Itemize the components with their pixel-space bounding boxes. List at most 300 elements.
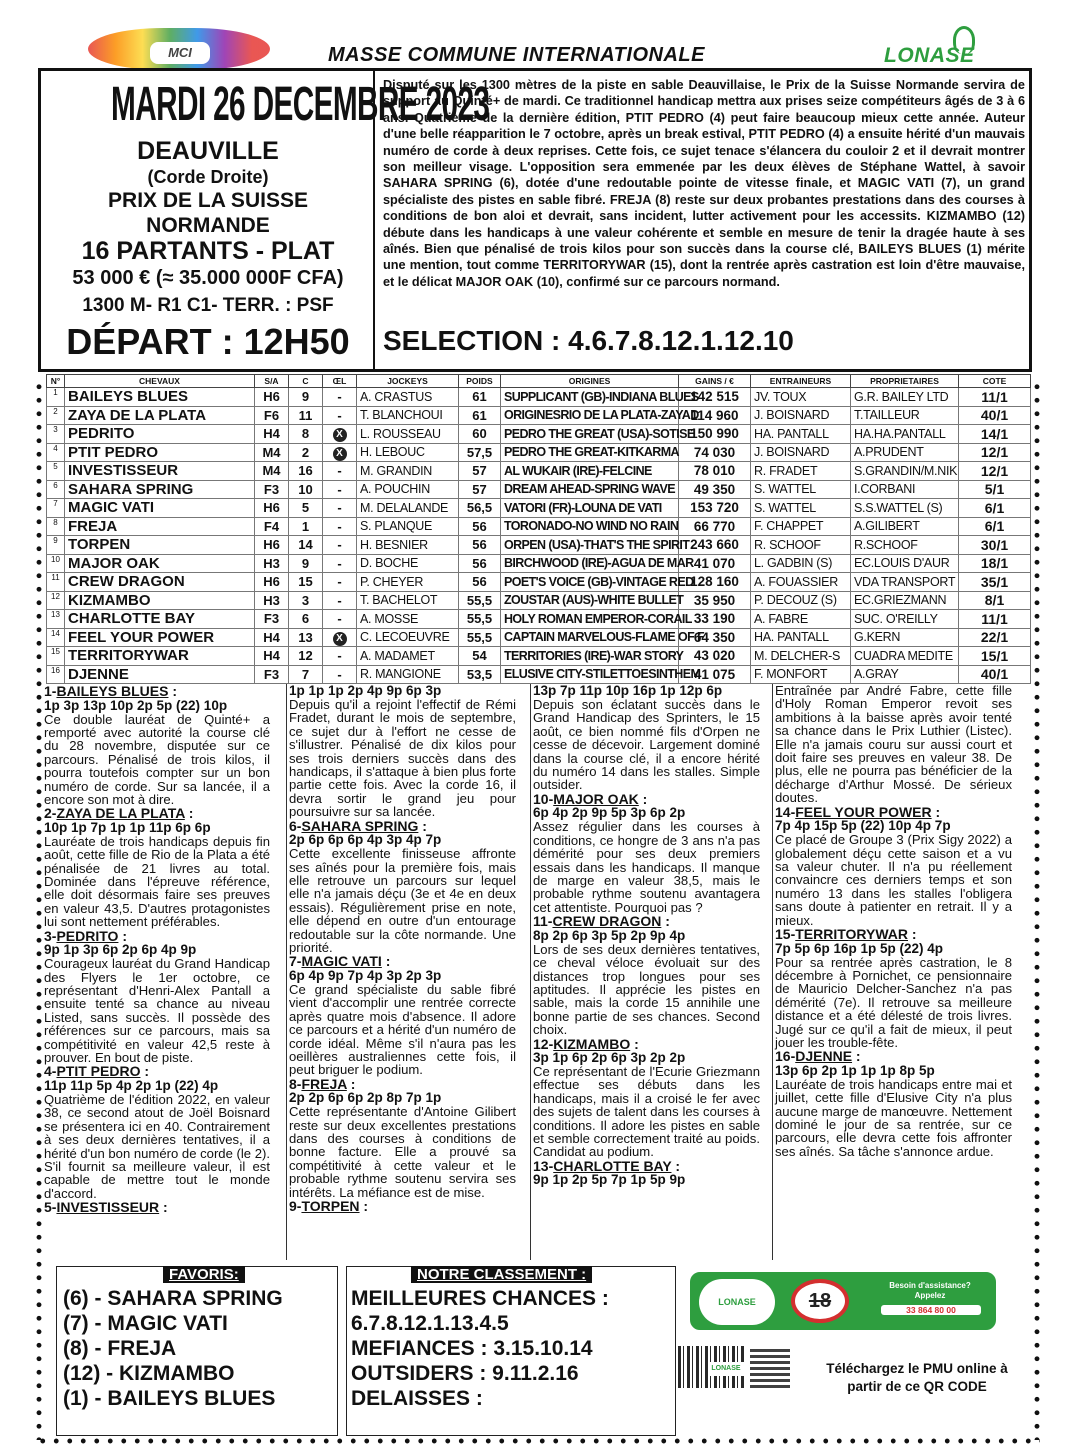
table-row [47,425,1031,444]
entry-title: 3-PEDRITO : [44,927,127,944]
sex-age-cell: H4 [255,628,289,647]
horse-commentary-entry [289,1077,516,1199]
horse-name-cell: CREW DRAGON [65,573,255,592]
owner-cell: A.PRUDENT [851,443,959,462]
earnings-cell: 35 950 [679,591,751,610]
column-header: C [289,375,323,388]
trainer-cell: M. DELCHER-S [751,647,851,666]
jockey-cell: L. ROUSSEAU [357,425,459,444]
table-row [47,443,1031,462]
horse-name-cell: TORPEN [65,536,255,555]
owner-cell: R.SCHOOF [851,536,959,555]
runner-number-cell: 2 [47,406,65,425]
owner-cell: SUC. O'REILLY [851,610,959,629]
jockey-cell: H. BESNIER [357,536,459,555]
dotted-border-bottom [36,1438,1040,1444]
entry-performances: 7p 5p 6p 16p 1p 5p (22) 4p [775,940,944,956]
entry-performances: 2p 6p 6p 6p 4p 3p 4p 7p [289,832,442,848]
entry-title: 14-FEEL YOUR POWER : [775,803,941,820]
entry-performances: 3p 1p 6p 2p 6p 3p 2p 2p [533,1050,686,1066]
entry-horse-name: KIZMAMBO [553,1035,631,1052]
table-row [47,573,1031,592]
entry-comment: Lauréate de trois handicaps depuis fin août, cette fille de Rio de la Plata a été pénalisée de 21 livres au total. Dominée dans l'épreuve référence, elle doit désormais faire ses preuves en valeur 43,5. D'autres protagonistes lui sont nettement préférables. [44,833,270,930]
earnings-cell: 74 030 [679,443,751,462]
sex-age-cell: F6 [255,406,289,425]
jockey-cell: D. BOCHE [357,554,459,573]
blinkers-cell: - [323,591,357,610]
entry-performances: 13p 7p 11p 10p 16p 1p 12p 6p [533,683,723,698]
jockey-cell: T. BLANCHOUI [357,406,459,425]
earnings-cell: 49 350 [679,480,751,499]
entry-number: 2- [44,805,57,822]
weight-cell: 56,5 [459,499,501,518]
runner-number-cell: 3 [47,425,65,444]
entry-comment: Ce double lauréat de Quinté+ a remporté avec autorité la course clé du 28 novembre, disputée sur ce parcours. Pénalisé de trois kilos, il pourra toutefois compter sur un bon numéro de corde. Sur sa lancée, il a encore son mot à dire. [44,711,270,807]
origin-cell: CAPTAIN MARVELOUS-FLAME OF F [501,628,679,647]
earnings-cell: 243 660 [679,536,751,555]
odds-cell: 22/1 [959,628,1031,647]
runners-table [46,374,1031,684]
horse-name-cell: PEDRITO [65,425,255,444]
jockey-cell: H. LEBOUC [357,443,459,462]
horse-commentary-entry [44,929,270,1065]
earnings-cell: 153 720 [679,499,751,518]
column-header: GAINS / € [679,375,751,388]
sex-age-cell: F3 [255,665,289,684]
horse-commentary-entry [44,1200,270,1215]
draw-cell: 6 [289,610,323,629]
origin-cell: SUPPLICANT (GB)-INDIANA BLUES [501,388,679,407]
runner-number-cell: 15 [47,647,65,666]
runner-number-cell: 1 [47,388,65,407]
qr-code-icon-right[interactable] [750,1346,790,1388]
race-info-box [38,68,1032,372]
entry-performances: 1p 3p 13p 10p 2p 5p (22) 10p [44,697,228,713]
blinkers-cell: - [323,406,357,425]
entry-title: 7-MAGIC VATI : [289,953,391,970]
owner-cell: HA.HA.PANTALL [851,425,959,444]
ranking-outsiders: OUTSIDERS : 9.11.2.16 [351,1362,579,1385]
runner-number-cell: 8 [47,517,65,536]
ranking-delaisses: DELAISSES : [351,1387,483,1410]
race-name-line1: PRIX DE LA SUISSE [108,189,308,212]
help-text-call: Appelez [914,1291,946,1300]
horse-commentary-entry [44,806,270,928]
earnings-cell: 142 515 [679,388,751,407]
entry-performances: 6p 4p 9p 7p 4p 3p 2p 3p [289,967,442,983]
owner-cell: A.GILIBERT [851,517,959,536]
entry-performances: 7p 4p 15p 5p (22) 10p 4p 7p [775,818,951,834]
race-summary: Disputé sur les 1300 mètres de la piste en sable Deauvillaise, le Prix de la Suisse Normande servira de support au Quinté+ de mardi. Ce traditionnel handicap mettra aux prises seize compétiteurs âgés de 3 à 6 ans. Quatrième de la dernière édition, PTIT PEDRO (4) peut faire beaucoup mieux cette année. Auteur d'une belle réapparition le 7 octobre, après un break estival, PTIT PEDRO (4) a ensuite hérité d'un mauvais numéro de corde à deux reprises. Cette fois, ce sujet tenace s'élancera du couloir 2 et il devrait montrer son meilleur visage. L'opposition sera emmenée par les deux élèves de Stéphane Wattel, à savoir SAHARA SPRING (6), dotée d'une redoutable pointe de vitesse finale, et MAGIC VATI (7), un grand spécialiste des pistes en sable fibré. FREJA (8) reste sur deux probantes prestations dans des courses à conditions de bon aloi et devrait, sans incident, lutter activement pour les accessits. KIZMAMBO (12) débute dans les handicaps à une valeur cohérente et semble en mesure de tenir la dragée haute à ses aînés. Bien que pénalisé de trois kilos pour son succès dans la course clé, BAILEYS BLUES (1) mérite une mention, tout comme TERRITORYWAR (15), dont la rentrée après castration est loin d'être mauvaise, et le délicat MAJOR OAK (10), confirmé sur ce parcours normand. [383,78,1025,289]
entry-horse-name: FEEL YOUR POWER [795,803,932,820]
sex-age-cell: H6 [255,536,289,555]
entry-title: 13-CHARLOTTE BAY : [533,1157,681,1174]
horse-commentary-entry [44,684,270,806]
qr-download-line1: Téléchargez le PMU online à [826,1361,1008,1376]
sex-age-cell: F3 [255,610,289,629]
earnings-cell: 64 350 [679,628,751,647]
weight-cell: 55,5 [459,628,501,647]
entry-horse-name: MAGIC VATI [301,953,382,970]
table-row [47,406,1031,425]
origin-cell: AL WUKAIR (IRE)-FELCINE [501,462,679,481]
column-header: ORIGINES [501,375,679,388]
weight-cell: 55,5 [459,610,501,629]
sex-age-cell: H6 [255,573,289,592]
origin-cell: VATORI (FR)-LOUNA DE VATI [501,499,679,518]
entry-performances: 10p 1p 7p 1p 1p 11p 6p 6p [44,819,211,835]
runner-number-cell: 11 [47,573,65,592]
lonase-logo: LONASE [884,44,975,67]
entry-comment: Cette excellente finisseuse affronte ses aînés pour la première fois, mais elle retrouve un parcours sur lequel elle n'a jamais déçu (3e et 4e en deux essais). Régulièrement prise en note, elle dépend en outre d'un entourage redoutable sur la côte normande. Une priorité. [289,846,516,955]
race-date: MARDI 26 DECEMBRE 2023 [111,78,490,131]
column-header: POIDS [459,375,501,388]
origin-cell: PEDRO THE GREAT-KITKARMA [501,443,679,462]
blinkers-cell: - [323,610,357,629]
entry-performances: 9p 1p 3p 6p 2p 6p 4p 9p [44,942,197,958]
table-row [47,499,1031,518]
sex-age-cell: M4 [255,462,289,481]
favorite-item: (7) - MAGIC VATI [63,1312,228,1335]
entry-title: 10-MAJOR OAK : [533,790,648,807]
entry-horse-name: TERRITORYWAR [795,926,909,942]
odds-cell: 12/1 [959,462,1031,481]
entry-performances: 6p 4p 2p 9p 5p 3p 6p 2p [533,805,686,821]
mci-logo-text: MCI [150,42,210,64]
entry-title: 8-FREJA : [289,1075,356,1092]
column-header: ENTRAINEURS [751,375,851,388]
draw-cell: 10 [289,480,323,499]
blinkers-cell: - [323,665,357,684]
trainer-cell: JV. TOUX [751,388,851,407]
origin-cell: HOLY ROMAN EMPEROR-CORAIL [501,610,679,629]
sex-age-cell: H4 [255,647,289,666]
entry-performances: 2p 2p 6p 6p 2p 8p 7p 1p [289,1090,442,1106]
draw-cell: 14 [289,536,323,555]
draw-cell: 9 [289,554,323,573]
race-prize: 53 000 € (≈ 35.000 000F CFA) [72,267,344,289]
blinkers-cell: - [323,517,357,536]
horse-commentary-entry [289,819,516,955]
column-header: ŒL [323,375,357,388]
sex-age-cell: H6 [255,499,289,518]
horse-commentary-entry [289,1199,516,1214]
weight-cell: 61 [459,406,501,425]
entry-comment: Lauréate de trois handicaps entre mai et juillet, cette fille d'Elusive City n'a plus aucune marge de manœuvre. Nettement dominé le jour de sa rentrée, sur ce parcours, elle devra cette fois affronter ses aînés. Sa tâche s'annonce ardue. [775,1076,1012,1159]
entry-comment: Ce représentant de l'Ecurie Griezmann effectue ses débuts dans les handicaps, mais il a croisé le fer avec des sujets de talent dans les courses à conditions. Il adore les pistes en sable et semble correctement traité au poids. Candidat au podium. [533,1064,760,1160]
table-row [47,591,1031,610]
entry-performances: 1p 1p 1p 2p 4p 9p 6p 3p [289,683,442,698]
earnings-cell: 41 075 [679,665,751,684]
sex-age-cell: H6 [255,388,289,407]
jockey-cell: A. POUCHIN [357,480,459,499]
horse-name-cell: DJENNE [65,665,255,684]
origin-cell: ORIGINESRIO DE LA PLATA-ZAYAD [501,406,679,425]
entry-horse-name: CHARLOTTE BAY [553,1157,672,1174]
entry-number: 12- [533,1035,554,1052]
horse-name-cell: ZAYA DE LA PLATA [65,406,255,425]
blinkers-cell: - [323,554,357,573]
entry-comment: Quatrième de l'édition 2022, en valeur 38, ce second atout de Joël Boisnard se présentera ici en 40. Contrairement à ses deux dernières tentatives, il a hérité d'un bon numéro de corde (le 2). S'il fournit sa meilleure valeur, il est capable de mettre tout le monde d'accord. [44,1091,270,1201]
earnings-cell: 114 960 [679,406,751,425]
entry-horse-name: ZAYA DE LA PLATA [56,805,185,822]
trainer-cell: F. MONFORT [751,665,851,684]
weight-cell: 56 [459,536,501,555]
horse-commentary-entry [533,1159,760,1188]
blinkers-cell: - [323,647,357,666]
entry-title: 2-ZAYA DE LA PLATA : [44,805,194,822]
draw-cell: 12 [289,647,323,666]
trainer-cell: HA. PANTALL [751,425,851,444]
origin-cell: TORONADO-NO WIND NO RAIN [501,517,679,536]
jockey-cell: S. PLANQUE [357,517,459,536]
entry-comment: Ce placé de Groupe 3 (Prix Sigy 2022) a globalement déçu cette saison et a vu sa valeur chuter. Il n'a pu réellement convaincre ces derniers temps et son numéro 13 dans les stalles l'obligera sans doute à patienter en retrait. Il y a mieux. [775,832,1012,928]
entry-horse-name: MAJOR OAK [553,790,639,807]
draw-cell: 15 [289,573,323,592]
favorite-item: (6) - SAHARA SPRING [63,1287,283,1310]
qr-download-line2: partir de ce QR CODE [847,1379,987,1394]
trainer-cell: J. BOISNARD [751,443,851,462]
origin-cell: DREAM AHEAD-SPRING WAVE [501,480,679,499]
selection: SELECTION : 4.6.7.8.12.1.12.10 [383,325,794,356]
entry-title: 12-KIZMAMBO : [533,1035,639,1052]
entry-number: 11- [533,913,553,930]
table-row [47,665,1031,684]
earnings-cell: 43 020 [679,647,751,666]
odds-cell: 40/1 [959,406,1031,425]
odds-cell: 8/1 [959,591,1031,610]
favorites-title: FAVORIS: [163,1266,245,1283]
race-name-line2: NORMANDE [146,214,270,237]
table-row [47,647,1031,666]
entry-comment: Assez régulier dans les courses à conditions, ce hongre de 3 ans n'a pas démérité pour ses deux premiers essais dans les handicaps. Il manque de marge en valeur 38,5, mais le probable rythme soutenu avantagera cet attentiste. Pourquoi pas ? [533,819,760,915]
entry-performances: 13p 6p 2p 1p 1p 1p 8p 5p [775,1062,935,1078]
commentary-column-3 [530,684,760,1260]
weight-cell: 56 [459,573,501,592]
blinkers-cell [323,443,357,462]
entry-title: 5-INVESTISSEUR : [44,1199,168,1216]
page-header [0,0,1080,70]
weight-cell: 55,5 [459,591,501,610]
weight-cell: 53,5 [459,665,501,684]
ranking-mefiances: MEFIANCES : 3.15.10.14 [351,1337,593,1360]
weight-cell: 61 [459,388,501,407]
jockey-cell: M. GRANDIN [357,462,459,481]
entry-horse-name: TORPEN [301,1198,360,1215]
horse-commentary-entry [289,954,516,1076]
race-details: 1300 M- R1 C1- TERR. : PSF [82,295,334,316]
earnings-cell: 78 010 [679,462,751,481]
table-row [47,628,1031,647]
jockey-cell: P. CHEYER [357,573,459,592]
entry-horse-name: SAHARA SPRING [301,817,419,834]
blinkers-icon: X [333,447,347,461]
entry-comment: Cette représentante d'Antoine Gilibert reste sur deux excellentes prestations dans des courses à conditions de bonne facture. Elle a prouvé sa compétitivité à cette valeur et le probable rythme soutenu servira ses intérêts. La méfiance est de mise. [289,1104,516,1200]
document-title: MASSE COMMUNE INTERNATIONALE [328,44,705,66]
entry-title: 9-TORPEN : [289,1198,369,1215]
owner-cell: EC.GRIEZMANN [851,591,959,610]
entry-number: 16- [775,1048,796,1065]
earnings-cell: 33 190 [679,610,751,629]
entry-number: 13- [533,1157,554,1174]
owner-cell: A.GRAY [851,665,959,684]
race-start-time: DÉPART : 12H50 [66,321,350,362]
weight-cell: 54 [459,647,501,666]
entry-title: 6-SAHARA SPRING : [289,817,427,834]
origin-cell: POET'S VOICE (GB)-VINTAGE RED [501,573,679,592]
ranking-box [346,1266,676,1436]
odds-cell: 35/1 [959,573,1031,592]
favorite-item: (12) - KIZMAMBO [63,1362,235,1385]
trainer-cell: A. FABRE [751,610,851,629]
odds-cell: 6/1 [959,517,1031,536]
horse-commentary-entry [44,1064,270,1200]
jockey-cell: T. BACHELOT [357,591,459,610]
race-track: (Corde Droite) [147,167,269,187]
odds-cell: 11/1 [959,388,1031,407]
race-identity-panel [41,71,490,369]
origin-cell: ZOUSTAR (AUS)-WHITE BULLET [501,591,679,610]
owner-cell: S.S.WATTEL (S) [851,499,959,518]
qr-lonase-logo: LONASE [708,1362,744,1376]
weight-cell: 56 [459,517,501,536]
entry-horse-name: BAILEYS BLUES [56,683,169,699]
jockey-cell: C. LECOEUVRE [357,628,459,647]
commentary-column-1 [44,684,274,1260]
table-row [47,462,1031,481]
entry-comment: Courageux lauréat du Grand Handicap des Flyers le 1er octobre, ce représentant d'Henri-Alex Pantall a ensuite tenté sa chance au niveau Listed, sans succès. Il possède des références sur ce parcours, mais sa compétitivité en valeur 42,5 reste à prouver. En bout de piste. [44,956,270,1066]
entry-horse-name: PEDRITO [56,927,119,944]
draw-cell: 16 [289,462,323,481]
weight-cell: 60 [459,425,501,444]
entry-performances: 8p 2p 6p 3p 5p 2p 9p 4p [533,927,686,943]
odds-cell: 5/1 [959,480,1031,499]
odds-cell: 40/1 [959,665,1031,684]
sex-age-cell: H4 [255,425,289,444]
weight-cell: 56 [459,554,501,573]
blinkers-cell [323,628,357,647]
table-row [47,480,1031,499]
trainer-cell: L. GADBIN (S) [751,554,851,573]
qr-download-text [804,1360,1030,1396]
origin-cell: PEDRO THE GREAT (USA)-SOTISE [501,425,679,444]
weight-cell: 57 [459,462,501,481]
commentary-section [44,684,1036,1260]
owner-cell: VDA TRANSPORT [851,573,959,592]
entry-title: 15-TERRITORYWAR : [775,926,917,942]
blinkers-cell [323,425,357,444]
column-header: JOCKEYS [357,375,459,388]
entry-number: 8- [289,1075,302,1092]
ranking-best-label: MEILLEURES CHANCES : [351,1287,609,1310]
blinkers-cell: - [323,462,357,481]
entry-number: 4- [44,1063,57,1080]
draw-cell: 9 [289,388,323,407]
sex-age-cell: H3 [255,554,289,573]
column-header: S/A [255,375,289,388]
dotted-border-left [36,380,42,1440]
owner-cell: T.TAILLEUR [851,406,959,425]
horse-commentary-entry [533,914,760,1036]
horse-name-cell: CHARLOTTE BAY [65,610,255,629]
draw-cell: 3 [289,591,323,610]
draw-cell: 8 [289,425,323,444]
odds-cell: 6/1 [959,499,1031,518]
commentary-column-4 [772,684,1012,1260]
entry-number: 1- [44,683,57,699]
entry-number: 14- [775,803,796,820]
horse-name-cell: MAGIC VATI [65,499,255,518]
odds-cell: 18/1 [959,554,1031,573]
trainer-cell: S. WATTEL [751,480,851,499]
draw-cell: 5 [289,499,323,518]
trainer-cell: J. BOISNARD [751,406,851,425]
table-row [47,536,1031,555]
entry-number: 5- [44,1199,57,1216]
earnings-cell: 41 070 [679,554,751,573]
owner-cell: EC.LOUIS D'AUR [851,554,959,573]
ranking-title: NOTRE CLASSEMENT : [411,1266,592,1283]
trainer-cell: F. CHAPPET [751,517,851,536]
runner-number-cell: 12 [47,591,65,610]
runner-number-cell: 5 [47,462,65,481]
owner-cell: G.R. BAILEY LTD [851,388,959,407]
entry-number: 7- [289,953,302,970]
blinkers-icon: X [333,428,347,442]
favorites-box [56,1266,338,1436]
trainer-cell: A. FOUASSIER [751,573,851,592]
blinkers-icon: X [333,632,347,646]
sex-age-cell: F4 [255,517,289,536]
entry-number: 15- [775,926,796,942]
sex-age-cell: M4 [255,443,289,462]
odds-cell: 12/1 [959,443,1031,462]
blinkers-cell: - [323,573,357,592]
race-venue: DEAUVILLE [137,137,279,165]
origin-cell: BIRCHWOOD (IRE)-AGUA DE MAR [501,554,679,573]
entry-number: 6- [289,817,302,834]
jockey-cell: M. DELALANDE [357,499,459,518]
entry-comment: Ce grand spécialiste du sable fibré vient d'accomplir une rentrée correcte après quatre mois d'absence. Il adore ce parcours et a hérité d'un numéro de corde idéal. Même s'il n'aura pas les oeillères australiennes cette fois, il peut briguer le podium. [289,981,516,1078]
entry-horse-name: INVESTISSEUR [56,1199,160,1216]
entry-title: 4-PTIT PEDRO : [44,1063,150,1080]
horse-name-cell: TERRITORYWAR [65,647,255,666]
entry-performances: 11p 11p 5p 4p 2p 1p (22) 4p [44,1077,219,1093]
sex-age-cell: H3 [255,591,289,610]
favorite-item: (1) - BAILEYS BLUES [63,1387,276,1410]
runner-number-cell: 9 [47,536,65,555]
column-header: N° [47,375,65,388]
entry-comment: Depuis son éclatant succès dans le Grand Handicap des Sprinters, le 15 août, ce bien nommé fils d'Orpen ne cesse de décevoir. Largement dominé dans la course clé, il a encore hérité du numéro 14 dans les stalles. Simple outsider. [533,697,760,793]
origin-cell: ELUSIVE CITY-STILETTOESINTHEM [501,665,679,684]
odds-cell: 15/1 [959,647,1031,666]
odds-cell: 11/1 [959,610,1031,629]
horse-commentary-entry [533,792,760,914]
horse-name-cell: SAHARA SPRING [65,480,255,499]
runner-number-cell: 14 [47,628,65,647]
entry-horse-name: FREJA [301,1075,347,1092]
odds-cell: 14/1 [959,425,1031,444]
entry-title: 11-CREW DRAGON : [533,913,670,930]
trainer-cell: HA. PANTALL [751,628,851,647]
owner-cell: G.KERN [851,628,959,647]
horse-name-cell: PTIT PEDRO [65,443,255,462]
table-header-row [47,375,1031,388]
draw-cell: 13 [289,628,323,647]
help-phone-number[interactable]: 33 864 80 00 [881,1305,981,1315]
horse-name-cell: MAJOR OAK [65,554,255,573]
horse-name-cell: BAILEYS BLUES [65,388,255,407]
